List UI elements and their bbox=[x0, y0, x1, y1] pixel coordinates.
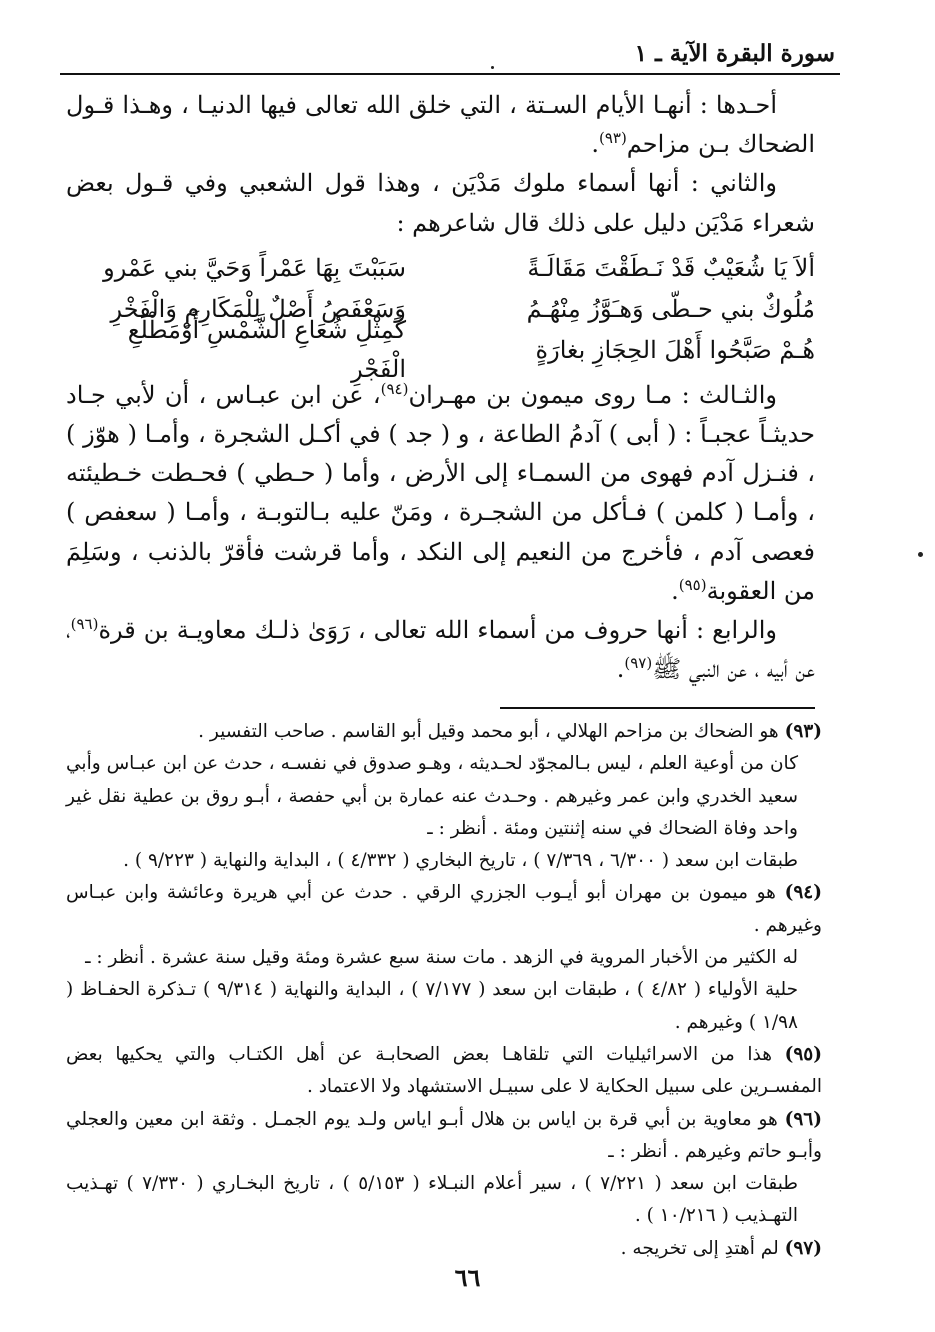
paragraph-second: والثاني : أنها أسماء ملوك مَدْيَن ، وهذا قول الشعبي وفي قـول بعض شعراء مَدْيَن دليل على ذلك قال شاعرهم : bbox=[66, 169, 815, 237]
paragraph-first-text: أحـدها : أنهـا الأيام السـتة ، التي خلق الله تعالى فيها الدنيـا ، وهـذا قـول الضحاك بـن مزاحم bbox=[66, 91, 815, 159]
paragraph-fourth-text-a: والرابع : أنها حروف من أسماء الله تعالى ، رَوَىٰ ذلـك معاويـة بن قرة bbox=[98, 616, 777, 645]
header-rule bbox=[60, 73, 840, 75]
scan-speck bbox=[918, 552, 923, 557]
footnote-ref-96[interactable]: (٩٦) bbox=[70, 615, 99, 634]
footnote-line: لم أهتدِ إلى تخريجه . bbox=[620, 1237, 779, 1259]
verse-second-hemistich: سَبَبْتَ بِهَا عَمْراً وَحَيَّ بني عَمْرو bbox=[103, 253, 406, 282]
paragraph-fourth-end: . bbox=[616, 655, 625, 684]
verse-second-hemistich: وَسَعْفَصُ أَصْلٌ لِلْمَكَارِمِ وَالْفَخْرِ bbox=[110, 294, 406, 323]
footnotes bbox=[66, 716, 822, 1265]
paragraph-first-end: . bbox=[591, 130, 599, 159]
footnote-number: (٩٧) bbox=[784, 1237, 822, 1259]
verse-first-hemistich: هُـمْ صَبَّحُوا أَهْلَ الحِجَازِ بغارَةٍ bbox=[535, 335, 815, 364]
footnote-number: (٩٦) bbox=[784, 1108, 822, 1130]
poem bbox=[66, 248, 815, 384]
footnote-line: هو معاوية بن أبي قرة بن اياس بن هلال أبـو اياس ولـد يوم الجمـل . وثقة ابن معين والعجلي وأبـو حاتم وغيرهم . أنظر : ـ bbox=[66, 1108, 822, 1162]
footnote-line: طبقات ابن سعد ( ٦/٣٠٠ ، ٧/٣٦٩ ) ، تاريخ البخاري ( ٤/٣٣٢ ) ، البداية والنهاية ( ٩/٢٢٣ ) . bbox=[123, 850, 798, 872]
footnote-line: هذا من الاسرائيليات التي تلقاهـا بعض الصحابـة عن أهل الكتـاب والتي يحكيها بعض المفسـرين على سبيل الحكاية لا على سبيـل الاستشهاد ولا الاعتماد . bbox=[66, 1043, 822, 1098]
main-text bbox=[66, 86, 815, 689]
footnote-96 bbox=[66, 1104, 822, 1169]
verse-second-hemistich: كَمِثْلِ شُعَاعِ الشَّمْسِ أَوْمَطْلَعِ الْفَجْرِ bbox=[127, 316, 406, 384]
footnote-number: (٩٤) bbox=[784, 882, 822, 904]
footnote-line: طبقات ابن سعد ( ٧/٢٢١ ) ، سير أعلام النبـلاء ( ٥/١٥٣ ) ، تاريخ البخـاري ( ٧/٣٣٠ ) تهـذيب التهـذيب ( ١٠/٢١٦ ) . bbox=[66, 1173, 798, 1227]
footnote-line: كان من أوعية العلم ، ليس بـالمجوّد لحـديثه ، وهـو صدوق في نفسـه ، حدث عن ابن عبـاس وأبي سعيد الخدري وابن عمر وغيرهم . وحـدث عنه عمارة بن أبي حفصة ، أبـو روق بن عطية نقل غير واحد وفاة الضحاك في سنه إثنتين ومئة . أنظر : ـ bbox=[66, 753, 798, 839]
footnote-number: (٩٥) bbox=[784, 1043, 822, 1065]
footnote-line: له الكثير من الأخبار المروية في الزهد . مات سنة سبع عشرة ومئة وقيل سنة عشرة . أنظر : ـ bbox=[85, 947, 798, 969]
paragraph-third-end: . bbox=[671, 576, 679, 605]
paragraph-third-text-b: ، عن ابن عبـاس ، أن لأبي جـاد حديثـاً عجبـاً : ( أبى ) آدمُ الطاعة ، و ( جد ) في أكـل الشجرة ، وأمـا ( هوّز ) ، فنـزل آدم فهوى من السمـاء إلى الأرض ، وأما ( حـطي ) فحـطت خـطيئته ، وأمـا ( كلمن ) فـأكل من الشجـرة ، ومَنّ عليه بـالتوبـة ، وأمـا ( سعفص ) فعصى آدم ، فأخرج من النعيم إلى النكد ، وأما قرشت فأقرّ بالذنب ، وسَلِمَ من العقوبة bbox=[66, 380, 815, 605]
poem-verse bbox=[66, 316, 815, 384]
paragraph-third-text-a: والثـالث : مـا روى ميمون بن مهـران bbox=[408, 380, 777, 409]
paragraph-first bbox=[66, 86, 815, 164]
paragraph-fourth-text-b: ، عن أبيه ، عن النبي ﷺ bbox=[66, 616, 815, 684]
footnote-93 bbox=[66, 716, 822, 748]
paragraph-third bbox=[66, 376, 815, 611]
footnote-ref-93[interactable]: (٩٣) bbox=[598, 129, 627, 148]
verse-first-hemistich: ألاَ يَا شُعَيْبٌ قَدْ نَـطَقْتَ مَقَالَـةً bbox=[527, 253, 815, 282]
footnote-94 bbox=[66, 877, 822, 942]
verse-first-hemistich: مُلُوكٌ بني حـطّى وَهـَوَّزُ مِنْهُـمُ bbox=[526, 294, 815, 323]
footnote-line: هو الضحاك بن مزاحم الهلالي ، أبو محمد وقيل أبو القاسم . صاحب التفسير . bbox=[198, 721, 779, 742]
page-number: ٦٦ bbox=[454, 1263, 481, 1292]
footnote-rule bbox=[500, 707, 815, 709]
footnote-number: (٩٣) bbox=[784, 721, 822, 742]
scan-speck bbox=[491, 66, 494, 69]
footnote-line: حلية الأولياء ( ٤/٨٢ ) ، طبقات ابن سعد ( ٧/١٧٧ ) ، البداية والنهاية ( ٩/٣١٤ ) تـذكرة الحفـاظ ( ١/٩٨ ) وغيرهم . bbox=[66, 979, 799, 1033]
footnote-ref-97[interactable]: (٩٧) bbox=[624, 654, 653, 673]
running-head: سورة البقرة الآية ـ ١ bbox=[634, 40, 835, 67]
footnote-line: هو ميمون بن مهران أبو أيـوب الجزري الرقي . حدث عن أبي هريرة وعائشة وابن عبـاس وغيرهم . bbox=[66, 882, 822, 936]
footnote-ref-94[interactable]: (٩٤) bbox=[380, 379, 409, 398]
footnote-ref-95[interactable]: (٩٥) bbox=[678, 575, 707, 594]
poem-verse bbox=[66, 248, 815, 289]
footnote-95 bbox=[66, 1039, 822, 1104]
paragraph-fourth bbox=[66, 611, 815, 689]
footnote-97 bbox=[66, 1233, 822, 1265]
